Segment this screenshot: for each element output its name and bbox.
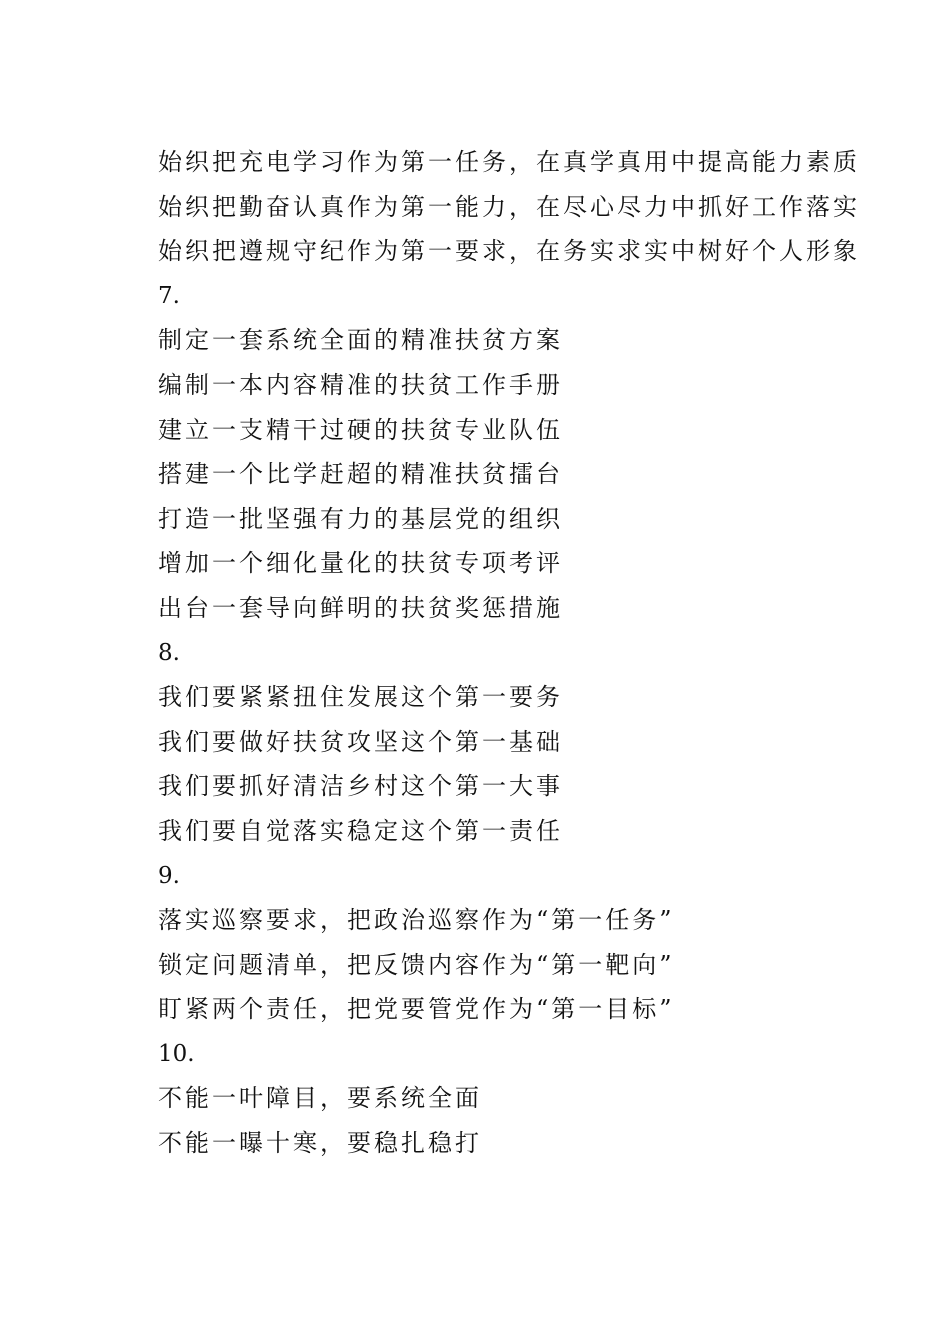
text-line: 落实巡察要求，把政治巡察作为“第一任务” [158, 906, 675, 935]
text-line: 我们要抓好清洁乡村这个第一大事 [158, 772, 563, 801]
text-line: 始织把遵规守纪作为第一要求，在务实求实中树好个人形象 [158, 237, 860, 266]
text-line: 建立一支精干过硬的扶贫专业队伍 [158, 415, 563, 444]
section-number: 10. [158, 1040, 195, 1067]
text-line: 增加一个细化量化的扶贫专项考评 [158, 549, 563, 578]
document-body [158, 140, 858, 1166]
section-number: 9. [158, 862, 180, 889]
text-line: 我们要自觉落实稳定这个第一责任 [158, 816, 563, 845]
text-line: 打造一批坚强有力的基层党的组织 [158, 504, 563, 533]
text-line: 不能一曝十寒，要稳扎稳打 [158, 1129, 482, 1158]
text-line: 盯紧两个责任，把党要管党作为“第一目标” [158, 995, 675, 1024]
section-number: 8. [158, 639, 180, 666]
section-number: 7. [158, 282, 180, 309]
text-line: 出台一套导向鲜明的扶贫奖惩措施 [158, 593, 563, 622]
text-line: 始织把勤奋认真作为第一能力，在尽心尽力中抓好工作落实 [158, 192, 860, 221]
text-line: 始织把充电学习作为第一任务，在真学真用中提高能力素质 [158, 148, 860, 176]
text-line: 搭建一个比学赶超的精准扶贫擂台 [158, 460, 563, 489]
text-line: 编制一本内容精准的扶贫工作手册 [158, 370, 563, 399]
text-line: 锁定问题清单，把反馈内容作为“第一靶向” [158, 950, 675, 979]
text-line: 不能一叶障目，要系统全面 [158, 1084, 482, 1113]
text-line: 我们要紧紧扭住发展这个第一要务 [158, 683, 563, 712]
text-line: 我们要做好扶贫攻坚这个第一基础 [158, 727, 563, 756]
text-line: 制定一套系统全面的精准扶贫方案 [158, 326, 563, 355]
